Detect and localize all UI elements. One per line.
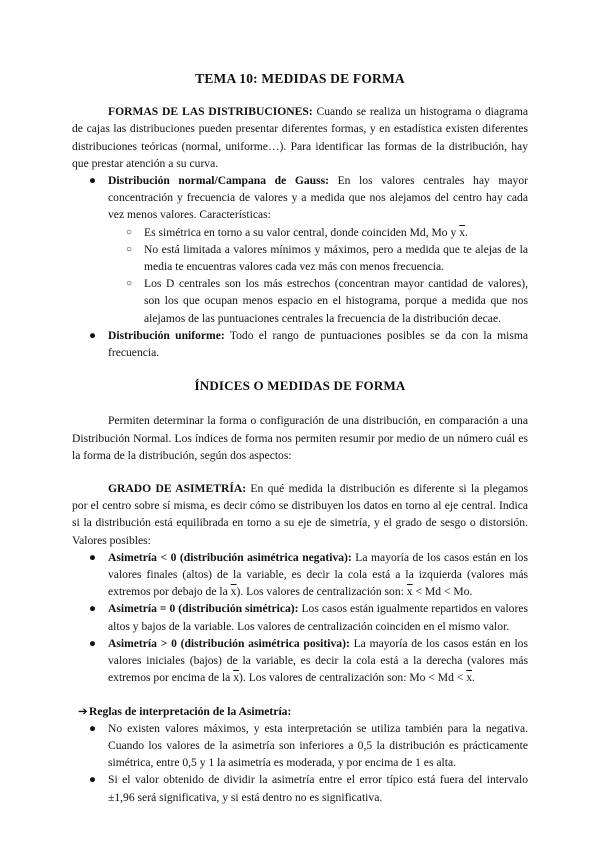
formas-paragraph — [72, 103, 528, 172]
sub-text-end: . — [465, 225, 468, 239]
mean-symbol: $\overline{x}$ — [406, 585, 413, 599]
asimetria-paragraph — [72, 480, 528, 549]
bullet-text: ). Los valores de centralización son: — [236, 585, 407, 599]
bullet-lead: Distribución normal/Campana de Gauss: — [108, 174, 329, 188]
bullet-text: ). Los valores de centralización son: Mo < Md < — [239, 671, 467, 685]
formas-text: Cuando se realiza un histograma o diagrama de cajas las distribuciones pueden presentar diferentes formas, y en estadística existen diferentes distribuciones teóricas (normal, uniforme…). Para identificar las formas de la distribución, hay que prestar atención a su curva. — [72, 105, 529, 170]
bullet-text: . — [472, 671, 475, 685]
bullet-lead: Asimetría < 0 (distribución asimétrica negativa): — [108, 550, 352, 564]
asimetria-lead: GRADO DE ASIMETRÍA: — [108, 482, 247, 496]
bullet-icon: ● — [89, 636, 97, 650]
sub-text: No está limitada a valores mínimos y máximos, pero a medida que te alejas de la media te encuentras valores cada vez más con menos frecuencia. — [144, 242, 528, 274]
asimetria-text: En qué medida la distribución es diferente si la plegamos por el centro sobre sí misma, es decir cómo se distribuyen los datos en torno al eje central. Indica si la distribución está equilibrada en torno a su eje de simetría, y el grado de sesgo o distorsión. Valores posibles: — [72, 482, 528, 547]
bullet-text: Los casos están igualmente repartidos en valores altos y bajos de la variable. Los valores de centralización coinciden en el mismo valor. — [108, 602, 528, 633]
list-item — [89, 600, 528, 634]
document-page — [72, 70, 528, 806]
circle-bullet-icon: ○ — [126, 243, 133, 255]
arrow-right-icon: ➔ — [78, 704, 88, 718]
bullet-text: < Md < Mo. — [412, 585, 473, 599]
bullet-icon: ● — [89, 328, 97, 342]
indices-intro: Permiten determinar la forma o configuración de una distribución, en comparación a una Distribución Normal. Los índices de forma nos permiten resumir por medio de un número cuál es la forma de la distribución, según dos aspectos: — [72, 414, 528, 462]
list-item — [126, 241, 528, 275]
page-title: TEMA 10: MEDIDAS DE FORMA — [195, 71, 405, 86]
bullet-text: Todo el rango de puntuaciones posibles se da con la misma frecuencia. — [108, 328, 528, 360]
bullet-icon: ● — [89, 602, 97, 616]
bullet-lead: Asimetría = 0 (distribución simétrica): — [108, 602, 299, 616]
circle-bullet-icon: ○ — [126, 226, 133, 238]
list-item — [89, 172, 528, 327]
rules-heading — [72, 703, 528, 720]
bullet-text: En los valores centrales hay mayor concentración y frecuencia de valores y a medida que nos alejamos del centro hay cada vez menos valores. Características: — [108, 174, 528, 222]
rules-title: Reglas de interpretación de la Asimetría: — [89, 704, 292, 718]
bullet-icon: ● — [89, 174, 97, 188]
rules-list — [72, 720, 528, 806]
rule-text: No existen valores máximos, y esta interpretación se utiliza también para la negativa. Cuando los valores de la asimetría son inferiores a 0,5 la distribución es prácticamente simétrica, entre 0,5 y 1 la asimetría es moderada, y por encima de 1 es alta. — [108, 721, 528, 770]
list-item — [126, 224, 528, 241]
bullet-text: La mayoría de los casos están en los valores iniciales (bajos) de la variable, es decir la cola está a la derecha (valores más extremos por encima de la — [108, 636, 528, 685]
formas-lead: FORMAS DE LAS DISTRIBUCIONES: — [108, 105, 313, 119]
bullet-text: La mayoría de los casos están en los valores finales (altos) de la variable, es decir la cola está a la izquierda (valores más extremos por debajo de la — [108, 550, 528, 599]
normal-characteristics-list — [108, 224, 528, 327]
bullet-lead: Distribución uniforme: — [108, 328, 225, 342]
list-item — [89, 635, 528, 687]
sub-text: Los D centrales son los más estrechos (concentran mayor cantidad de valores), son los que ocupan menos espacio en el histograma, porque a medida que nos alejamos de las puntuaciones centrales la frecuencia de la distribución decae. — [144, 277, 528, 325]
bullet-icon: ● — [89, 550, 97, 564]
formas-list — [72, 172, 528, 361]
bullet-lead: Asimetría > 0 (distribución asimétrica positiva): — [108, 636, 350, 650]
list-item — [126, 275, 528, 327]
mean-symbol: $\overline{x}$ — [230, 585, 237, 599]
list-item — [89, 327, 528, 361]
list-item — [89, 549, 528, 601]
section-title: ÍNDICES O MEDIDAS DE FORMA — [194, 378, 406, 394]
asimetria-list — [72, 549, 528, 687]
mean-symbol: $\overline{x}$ — [233, 671, 240, 685]
list-item — [89, 771, 528, 805]
mean-symbol: $\overline{x}$ — [459, 225, 465, 239]
bullet-icon: ● — [89, 721, 97, 735]
rule-text: Si el valor obtenido de dividir la asimetría entre el error típico está fuera del intervalo ±1,96 será significativa, y si está dentro no es significativa. — [108, 773, 528, 804]
mean-symbol: $\overline{x}$ — [466, 671, 473, 685]
sub-text: Es simétrica en torno a su valor central, donde coinciden Md, Mo y — [144, 225, 460, 239]
bullet-icon: ● — [89, 773, 97, 787]
list-item — [89, 720, 528, 772]
circle-bullet-icon: ○ — [126, 278, 133, 290]
